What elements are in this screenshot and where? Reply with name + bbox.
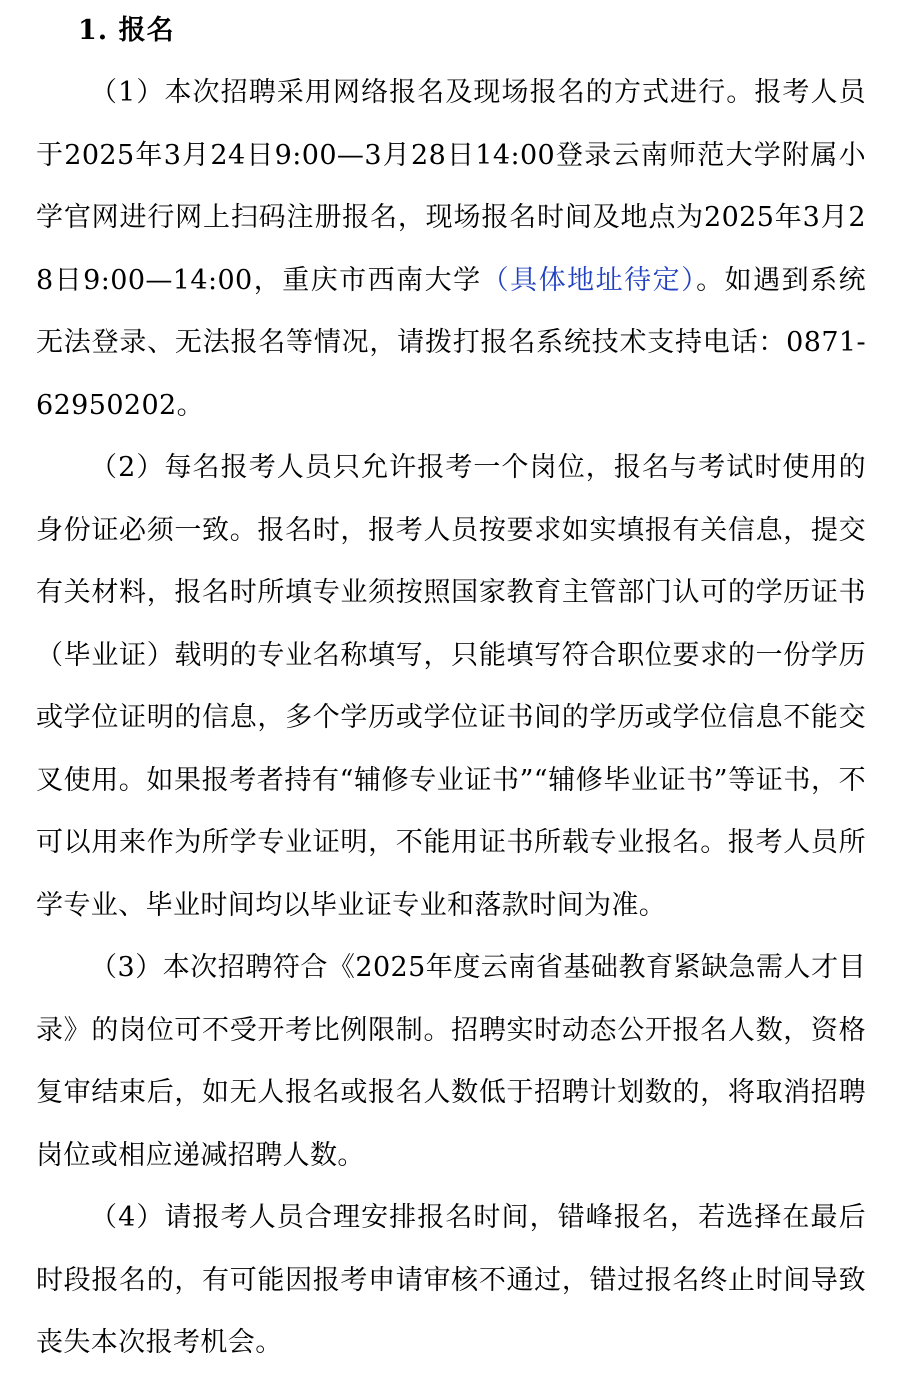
paragraph-2: （2）每名报考人员只允许报考一个岗位，报名与考试时使用的身份证必须一致。报名时，报考人员按要求如实填报有关信息，提交有关材料，报名时所填专业须按照国家教育主管部门认可的学历证书（毕业证）载明的专业名称填写，只能填写符合职位要求的一份学历或学位证明的信息，多个学历或学位证书间的学历或学位信息不能交叉使用。如果报考者持有“辅修专业证书”“辅修毕业证书”等证书，不可以用来作为所学专业证明，不能用证书所载专业报名。报考人员所学专业、毕业时间均以毕业证专业和落款时间为准。 xyxy=(36,452,866,921)
section-heading: 1. 报名 xyxy=(78,15,175,46)
paragraph-1 xyxy=(36,62,866,437)
paragraph-1-text-end: 。如遇到系统无法登录、无法报名等情况，请拨打报名系统技术支持电话：0871-62950202。 xyxy=(36,264,867,421)
address-pending-link[interactable]: （具体地址待定） xyxy=(481,264,697,296)
document-body xyxy=(36,0,866,1375)
paragraph-3: （3）本次招聘符合《2025年度云南省基础教育紧缺急需人才目录》的岗位可不受开考比例限制。招聘实时动态公开报名人数，资格复审结束后，如无人报名或报名人数低于招聘计划数的，将取消招聘岗位或相应递减招聘人数。 xyxy=(36,952,866,1171)
paragraph-1-text-start: （1）本次招聘采用网络报名及现场报名的方式进行。报考人员于2025年3月24日9:00—3月28日14:00登录云南师范大学附属小学官网进行网上扫码注册报名，现场报名时间及地点为2025年3月28日9:00—14:00，重庆市西南大学 xyxy=(36,77,866,296)
paragraph-4: （4）请报考人员合理安排报名时间，错峰报名，若选择在最后时段报名的，有可能因报考申请审核不通过，错过报名终止时间导致丧失本次报考机会。 xyxy=(36,1202,866,1358)
